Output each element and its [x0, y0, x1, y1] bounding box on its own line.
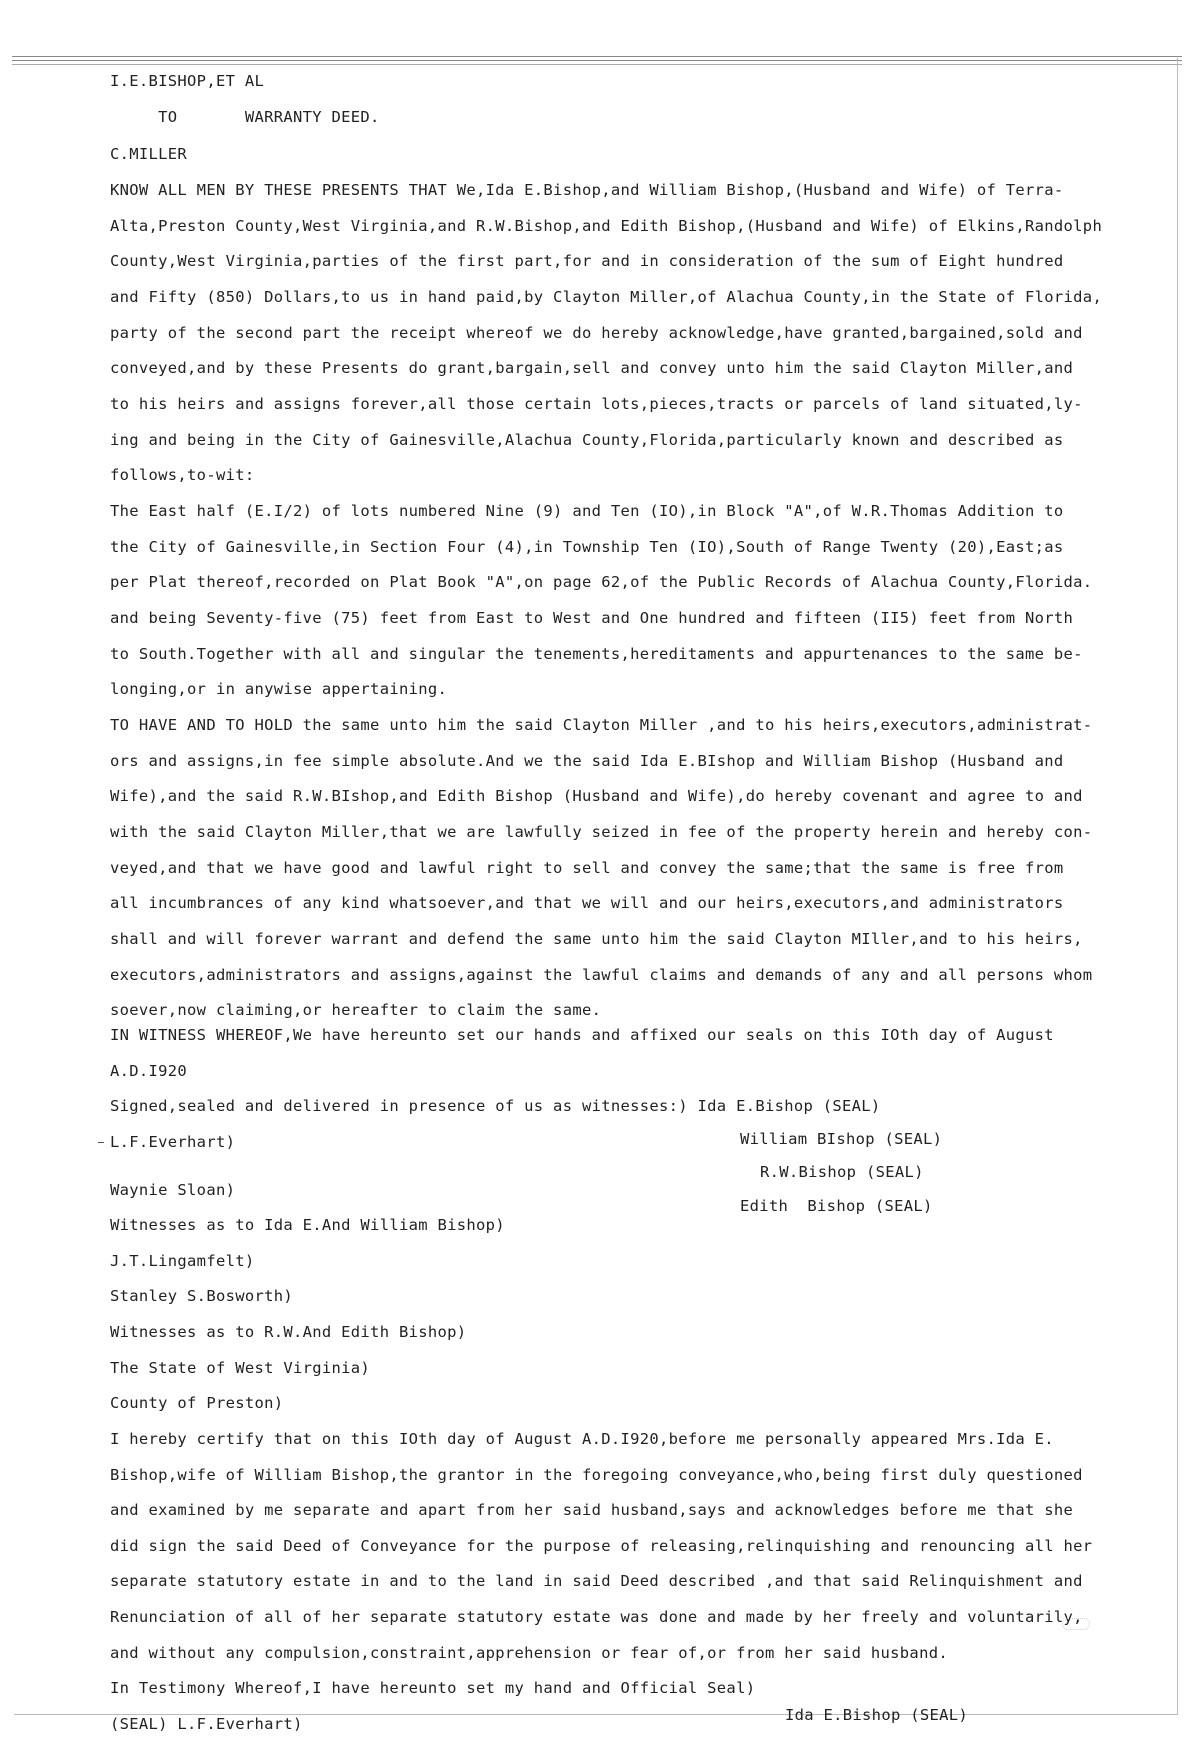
certificate-line: Bishop,wife of William Bishop,the grantor in the foregoing conveyance,who,being first duly questioned — [110, 1466, 1083, 1484]
property-description-line: the City of Gainesville,in Section Four (4),in Township Ten (IO),South of Range Twenty (20),East;as — [110, 538, 1064, 556]
top-rule — [12, 64, 1182, 65]
signature-rw-bishop: R.W.Bishop (SEAL) — [760, 1163, 924, 1181]
signature-edith-bishop: Edith Bishop (SEAL) — [740, 1197, 933, 1215]
venue-county: County of Preston) — [110, 1394, 284, 1412]
deed-title-parties: I.E.BISHOP,ET AL — [110, 72, 265, 90]
witness-note: Witnesses as to R.W.And Edith Bishop) — [110, 1323, 467, 1341]
deed-title-type: TO WARRANTY DEED. — [110, 108, 380, 126]
certificate-line: separate statutory estate in and to the land in said Deed described ,and that said Relinquishment and — [110, 1572, 1083, 1590]
habendum-line: veyed,and that we have good and lawful right to sell and convey the same;that the same is free from — [110, 859, 1064, 877]
deed-text-line: conveyed,and by these Presents do grant,bargain,sell and convey unto him the said Clayton Miller,and — [110, 359, 1074, 377]
venue-state: The State of West Virginia) — [110, 1359, 371, 1377]
habendum-line: ors and assigns,in fee simple absolute.And we the said Ida E.BIshop and William Bishop (Husband and — [110, 752, 1064, 770]
top-rule — [12, 56, 1182, 57]
paper-smudge — [1062, 1618, 1090, 1630]
property-description-line: The East half (E.I/2) of lots numbered Nine (9) and Ten (IO),in Block "A",of W.R.Thomas Addition to — [110, 502, 1064, 520]
top-rule — [12, 60, 1182, 61]
property-description-line: to South.Together with all and singular the tenements,hereditaments and appurtenances to the same be- — [110, 645, 1083, 663]
notary-seal-line: (SEAL) L.F.Everhart) — [110, 1715, 303, 1733]
certificate-line: did sign the said Deed of Conveyance for the purpose of releasing,relinquishing and renouncing all her — [110, 1537, 1093, 1555]
deed-text-line: party of the second part the receipt whereof we do hereby acknowledge,have granted,bargained,sold and — [110, 324, 1083, 342]
habendum-line: TO HAVE AND TO HOLD the same unto him the said Clayton Miller ,and to his heirs,executors,administrat- — [110, 716, 1093, 734]
deed-text-line: follows,to-wit: — [110, 466, 255, 484]
property-description-line: and being Seventy-five (75) feet from East to West and One hundred and fifteen (II5) feet from North — [110, 609, 1074, 627]
page-border-right — [1177, 58, 1178, 1715]
property-description-line: longing,or in anywise appertaining. — [110, 680, 448, 698]
witness-note: Witnesses as to Ida E.And William Bishop) — [110, 1216, 505, 1234]
habendum-line: Wife),and the said R.W.BIshop,and Edith Bishop (Husband and Wife),do hereby covenant and agree to and — [110, 787, 1083, 805]
habendum-line: with the said Clayton Miller,that we are lawfully seized in fee of the property herein and hereby con- — [110, 823, 1093, 841]
signature-william-bishop: William BIshop (SEAL) — [740, 1130, 943, 1148]
habendum-line: executors,administrators and assigns,against the lawful claims and demands of any and all persons whom — [110, 966, 1093, 984]
witness-name: L.F.Everhart) — [110, 1133, 236, 1151]
witness-name: Waynie Sloan) — [110, 1181, 236, 1199]
deed-text-line: ing and being in the City of Gainesville,Alachua County,Florida,particularly known and described as — [110, 431, 1064, 449]
witness-name: Stanley S.Bosworth) — [110, 1287, 294, 1305]
certificate-line: and examined by me separate and apart from her said husband,says and acknowledges before me that she — [110, 1501, 1074, 1519]
signed-sealed-line: Signed,sealed and delivered in presence of us as witnesses:) Ida E.Bishop (SEAL) — [110, 1097, 881, 1115]
certificate-line: and without any compulsion,constraint,apprehension or fear of,or from her said husband. — [110, 1644, 948, 1662]
testimony-line: In Testimony Whereof,I have hereunto set my hand and Official Seal) — [110, 1679, 756, 1697]
margin-mark — [98, 1142, 104, 1143]
witness-name: J.T.Lingamfelt) — [110, 1252, 255, 1270]
signature-ida-bishop: Ida E.Bishop (SEAL) — [785, 1706, 969, 1724]
deed-text-line: and Fifty (850) Dollars,to us in hand paid,by Clayton Miller,of Alachua County,in the State of Florida, — [110, 288, 1103, 306]
deed-text-line: to his heirs and assigns forever,all those certain lots,pieces,tracts or parcels of land situated,ly- — [110, 395, 1083, 413]
habendum-line: soever,now claiming,or hereafter to claim the same. — [110, 1001, 602, 1019]
deed-text-line: Alta,Preston County,West Virginia,and R.W.Bishop,and Edith Bishop,(Husband and Wife) of Elkins,Randolph — [110, 217, 1103, 235]
witness-date: A.D.I920 — [110, 1062, 188, 1080]
habendum-line: all incumbrances of any kind whatsoever,and that we will and our heirs,executors,and administrators — [110, 894, 1064, 912]
deed-title-grantee: C.MILLER — [110, 145, 188, 163]
deed-text-line: KNOW ALL MEN BY THESE PRESENTS THAT We,Ida E.Bishop,and William Bishop,(Husband and Wife) of Terra- — [110, 181, 1064, 199]
certificate-line: Renunciation of all of her separate statutory estate was done and made by her freely and voluntarily, — [110, 1608, 1083, 1626]
deed-text-line: County,West Virginia,parties of the first part,for and in consideration of the sum of Eight hundred — [110, 252, 1064, 270]
witness-clause: IN WITNESS WHEREOF,We have hereunto set our hands and affixed our seals on this IOth day of August — [110, 1026, 1054, 1044]
certificate-line: I hereby certify that on this IOth day of August A.D.I920,before me personally appeared Mrs.Ida E. — [110, 1430, 1054, 1448]
habendum-line: shall and will forever warrant and defend the same unto him the said Clayton MIller,and to his heirs, — [110, 930, 1083, 948]
property-description-line: per Plat thereof,recorded on Plat Book "A",on page 62,of the Public Records of Alachua County,Florida. — [110, 573, 1093, 591]
